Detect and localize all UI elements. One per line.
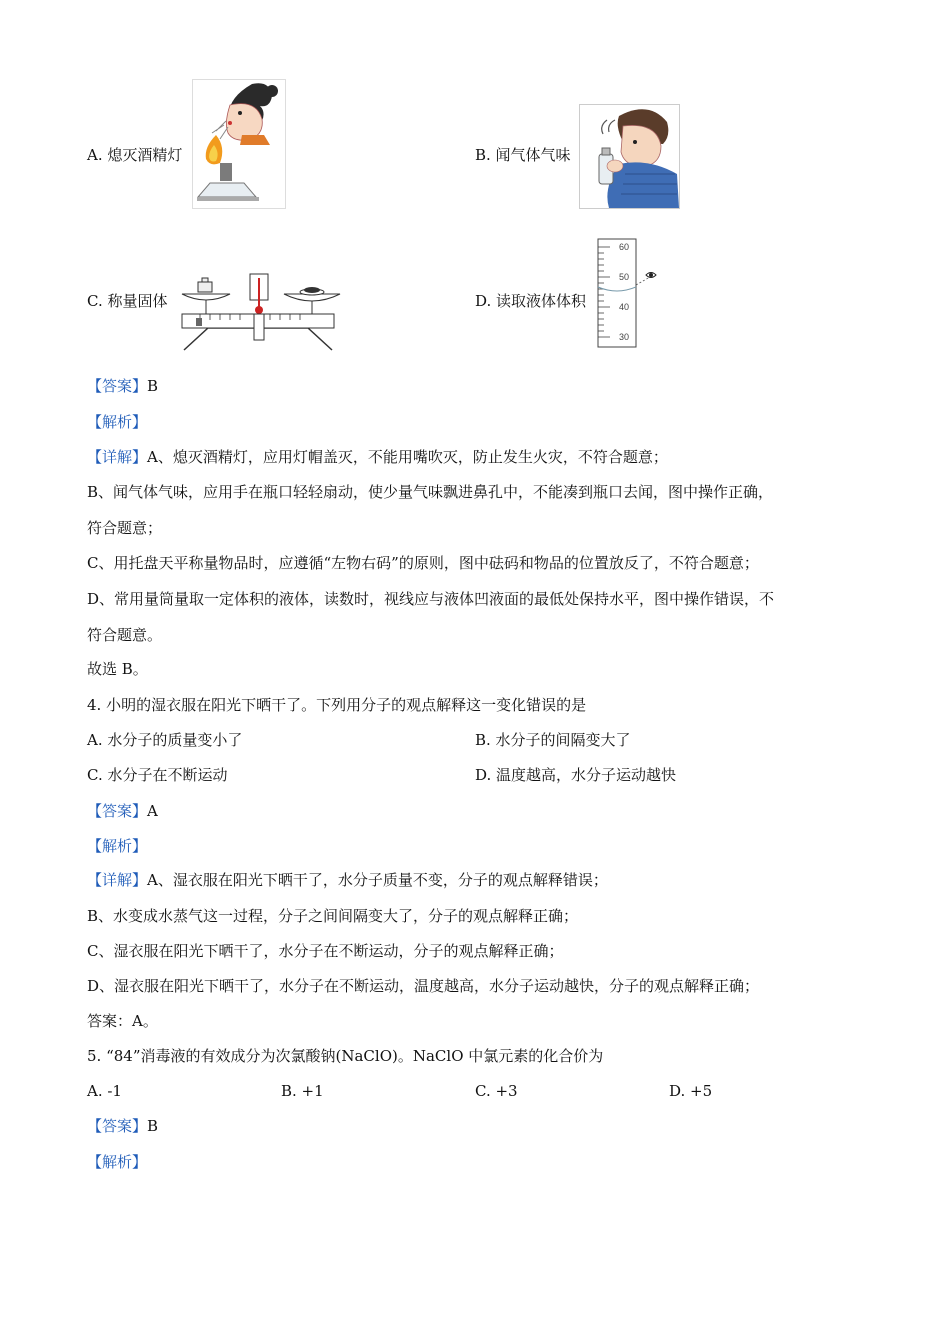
option-d-label: D. 读取液体体积 (475, 292, 587, 310)
q5-option-d: D. +5 (669, 1082, 713, 1100)
option-b-label: B. 闻气体气味 (475, 146, 571, 164)
q4-detail-line (87, 870, 608, 890)
q4-stem: 4. 小明的湿衣服在阳光下晒干了。下列用分子的观点解释这一变化错误的是 (87, 696, 587, 714)
q3-detail-line: 符合题意。 (87, 626, 163, 644)
cylinder-tick-50: 50 (619, 272, 630, 282)
q5-answer-line (87, 1116, 158, 1136)
answer-tag: 【答案】 (87, 377, 148, 395)
q4-conclusion: 答案：A。 (87, 1012, 158, 1030)
q4-analysis-line (87, 836, 147, 856)
q3-analysis-line (87, 412, 147, 432)
balance-scale-illustration (174, 270, 342, 354)
q3-conclusion: 故选 B。 (87, 660, 148, 678)
q3-detail-line: D、常用量筒量取一定体积的液体，读数时，视线应与液体凹液面的最低处保持水平，图中操作错误，不 (87, 590, 775, 608)
q4-answer-line (87, 801, 158, 821)
q5-answer: B (147, 1117, 159, 1135)
cylinder-tick-30: 30 (619, 332, 630, 342)
q5-stem: 5. “84”消毒液的有效成分为次氯酸钠(NaClO)。NaClO 中氯元素的化合价为 (87, 1047, 604, 1065)
option-c-label: C. 称量固体 (87, 292, 168, 310)
cylinder-tick-60: 60 (619, 242, 630, 252)
q5-option-b: B. +1 (281, 1082, 324, 1100)
answer-tag: 【答案】 (87, 802, 148, 820)
q5-option-c: C. +3 (475, 1082, 518, 1100)
graduated-cylinder-illustration (596, 237, 658, 351)
detail-tag: 【详解】 (87, 448, 148, 466)
q4-detail-line: D、湿衣服在阳光下晒干了，水分子在不断运动，温度越高，水分子运动越快，分子的观点解释正确； (87, 977, 760, 995)
q4-option-c: C. 水分子在不断运动 (87, 766, 228, 784)
cylinder-tick-40: 40 (619, 302, 630, 312)
q4-detail-line: B、水变成水蒸气这一过程，分子之间间隔变大了，分子的观点解释正确； (87, 907, 579, 925)
q4-answer: A (147, 802, 158, 820)
q4-option-b: B. 水分子的间隔变大了 (475, 731, 631, 749)
blowing-out-lamp-illustration (192, 79, 286, 209)
q4-detail-text: A、湿衣服在阳光下晒干了，水分子质量不变，分子的观点解释错误； (147, 871, 608, 889)
analysis-tag: 【解析】 (87, 837, 148, 855)
q3-detail-line: C、用托盘天平称量物品时，应遵循“左物右码”的原则，图中砝码和物品的位置放反了，不符合题意； (87, 554, 759, 572)
answer-tag: 【答案】 (87, 1117, 148, 1135)
q3-detail-line: B、闻气体气味，应用手在瓶口轻轻扇动，使少量气味飘进鼻孔中，不能凑到瓶口去闻，图中操作正确， (87, 483, 774, 501)
option-a-label: A. 熄灭酒精灯 (87, 146, 183, 164)
q3-detail-text: A、熄灭酒精灯，应用灯帽盖灭，不能用嘴吹灭，防止发生火灾，不符合题意； (147, 448, 668, 466)
q3-detail-line: 符合题意； (87, 519, 163, 537)
q5-option-a: A. -1 (87, 1082, 122, 1100)
q4-option-d: D. 温度越高，水分子运动越快 (475, 766, 677, 784)
analysis-tag: 【解析】 (87, 413, 148, 431)
smelling-gas-illustration (579, 104, 680, 209)
analysis-tag: 【解析】 (87, 1153, 148, 1171)
detail-tag: 【详解】 (87, 871, 148, 889)
q4-option-a: A. 水分子的质量变小了 (87, 731, 243, 749)
q3-answer-line (87, 376, 158, 396)
q5-analysis-line (87, 1152, 147, 1172)
q3-detail-line (87, 447, 668, 467)
q4-detail-line: C、湿衣服在阳光下晒干了，水分子在不断运动，分子的观点解释正确； (87, 942, 564, 960)
q3-answer: B (147, 377, 159, 395)
